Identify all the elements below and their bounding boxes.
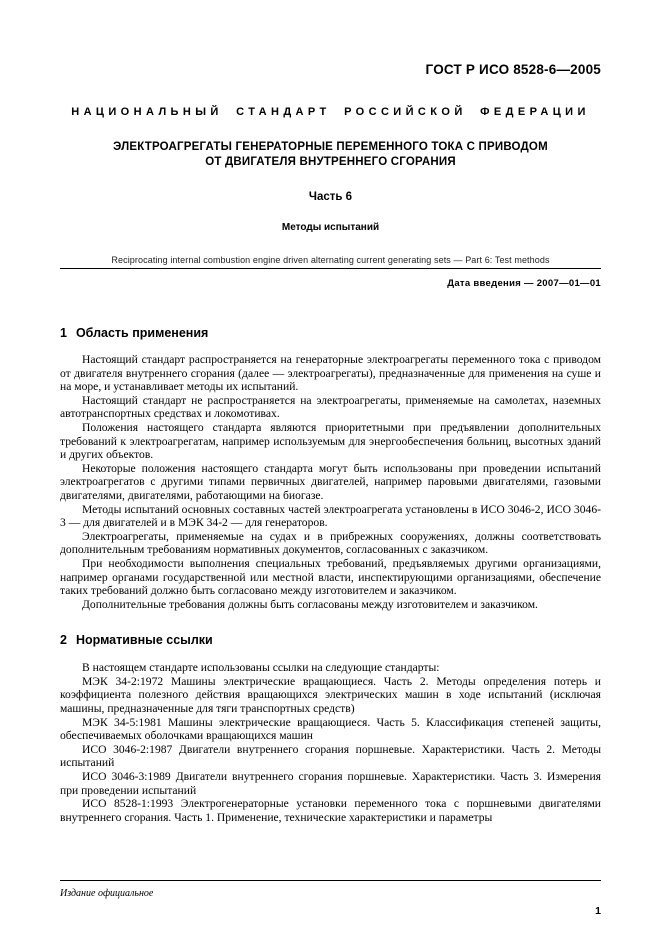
document-subtitle: Методы испытаний [281,222,380,233]
section-heading [60,326,601,340]
paragraph: В настоящем стандарте использованы ссылки на следующие стандарты: [82,661,440,675]
reference-item: ИСО 3046-3:1989 Двигатели внутреннего сгорания поршневые. Характеристики. Часть 3. Измерения при проведении испытаний [60,770,601,797]
gost-code: ГОСТ Р ИСО 8528-6—2005 [425,62,601,77]
section-number: 1 [60,326,67,340]
section-normative-references [60,633,601,824]
paragraph: Электроагрегаты, применяемые на судах и в прибрежных сооружениях, должны соответствовать дополнительным требованиям нормативных документов, согласованных с заказчиком. [60,529,601,557]
national-standard-line: НАЦИОНАЛЬНЫЙ СТАНДАРТ РОССИЙСКОЙ ФЕДЕРАЦИИ [71,106,590,118]
paragraph: Методы испытаний основных составных частей электроагрегата установлены в ИСО 3046-2, ИСО 3046-3 — для двигателей и в МЭК 34-2 — для генераторов. [60,502,601,530]
header-divider [60,268,601,269]
section-scope [60,326,601,611]
document-english-title: Reciprocating internal combustion engine driven alternating current generating sets — Part 6: Test methods [111,255,550,265]
effective-date: Дата введения — 2007—01—01 [447,278,601,289]
paragraph: Настоящий стандарт не распространяется на электроагрегаты, применяемые на самолетах, наземных автотранспортных средствах и локомотивах. [60,393,601,421]
reference-item: МЭК 34-2:1972 Машины электрические вращающиеся. Часть 2. Методы определения потерь и коэффициента полезного действия вращающихся электрических машин в ходе испытаний (исключая машины, предназначенные для тяги транспортных средств) [60,674,601,716]
page-number: 1 [595,905,601,917]
section-number: 2 [60,633,67,648]
official-edition-note: Издание официальное [60,888,154,899]
title-block [60,140,601,265]
reference-item: МЭК 34-5:1981 Машины электрические вращающиеся. Часть 5. Классификация степеней защиты, обеспечиваемых оболочками вращающихся машин [60,715,601,743]
section-title: Область применения [75,326,209,340]
reference-item: ИСО 3046-2:1987 Двигатели внутреннего сгорания поршневые. Характеристики. Часть 2. Методы испытаний [60,742,601,770]
reference-item: ИСО 8528-1:1993 Электрогенераторные установки переменного тока с поршневыми двигателями внутреннего сгорания. Часть 1. Применение, технические характеристики и параметры [60,797,601,824]
document-body [60,326,601,824]
document-part: Часть 6 [308,191,353,203]
paragraph: Некоторые положения настоящего стандарта могут быть использованы при проведении испытаний электроагрегатов с другими типами первичных двигателей, например паровыми двигателями, газовыми двигателями, двигателями, работающими на биогазе. [60,461,601,502]
paragraph: Настоящий стандарт распространяется на генераторные электроагрегаты переменного тока с приводом от двигателя внутреннего сгорания (далее — электроагрегаты), предназначенные для применения на суше и на море, и устанавливает методы их испытаний. [60,353,601,394]
paragraph: Положения настоящего стандарта являются приоритетными при предъявлении дополнительных требований к электроагрегатам, например используемым для энергообеспечения больниц, высотных зданий и других объектов. [60,420,601,462]
footer-divider [60,880,601,881]
paragraph: При необходимости выполнения специальных требований, предъявляемых другими организациями, например органами государственной или местной власти, инспектирующими организациями, обеспечение таких требований должно быть согласовано между изготовителем и заказчиком. [60,556,601,598]
document-title-line1: ЭЛЕКТРОАГРЕГАТЫ ГЕНЕРАТОРНЫЕ ПЕРЕМЕННОГО ТОКА С ПРИВОДОМ [113,141,548,153]
document-title [60,140,601,170]
paragraph: Дополнительные требования должны быть согласованы между изготовителем и заказчиком. [82,597,538,611]
document-title-line2: ОТ ДВИГАТЕЛЯ ВНУТРЕННЕГО СГОРАНИЯ [205,156,456,168]
section-title: Нормативные ссылки [75,633,213,648]
section-heading [60,633,601,647]
